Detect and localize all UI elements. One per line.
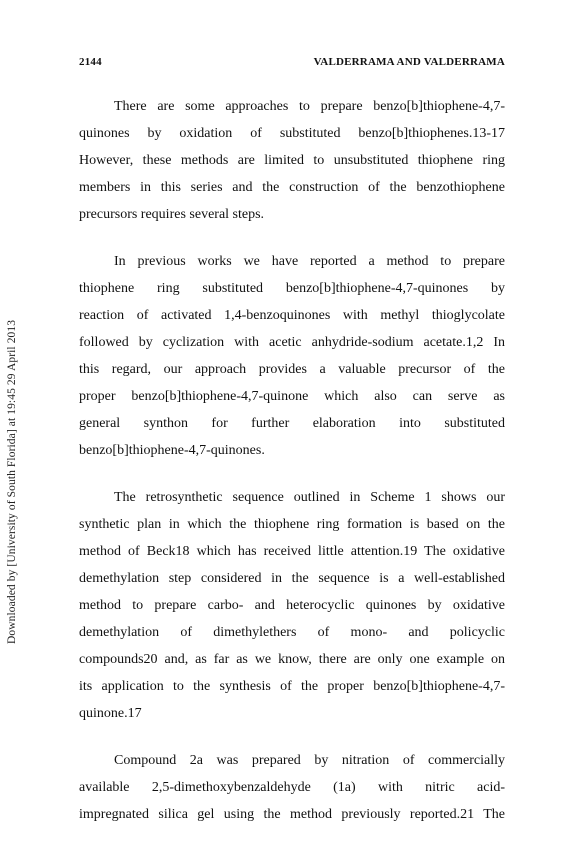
text-line: quinone.17 (79, 706, 142, 721)
text-line: There are some approaches to prepare benzo[b]thiophene-4,7- (114, 99, 505, 114)
text-line: this regard, our approach provides a valuable precursor of the (79, 362, 505, 377)
text-line: Compound 2a was prepared by nitration of commercially (114, 753, 505, 768)
text-line: followed by cyclization with acetic anhydride-sodium acetate.1,2 In (79, 335, 505, 350)
text-line: demethylation of dimethylethers of mono- and policyclic (79, 625, 505, 640)
text-line: method to prepare carbo- and heterocyclic quinones by oxidative (79, 598, 505, 613)
paragraph-4 (79, 747, 505, 828)
text-line: demethylation step considered in the sequence is a well-established (79, 571, 505, 586)
text-line: benzo[b]thiophene-4,7-quinones. (79, 443, 265, 458)
text-line: proper benzo[b]thiophene-4,7-quinone which also can serve as (79, 389, 505, 404)
text-line: available 2,5-dimethoxybenzaldehyde (1a) with nitric acid- (79, 780, 505, 795)
text-line: impregnated silica gel using the method previously reported.21 The (79, 807, 505, 822)
text-line: However, these methods are limited to unsubstituted thiophene ring (79, 153, 505, 168)
page-header (79, 56, 505, 72)
body-text (79, 93, 505, 848)
text-line: method of Beck18 which has received little attention.19 The oxidative (79, 544, 505, 559)
text-line: In previous works we have reported a method to prepare (114, 254, 505, 269)
text-line: precursors requires several steps. (79, 207, 265, 222)
text-line: reaction of activated 1,4-benzoquinones with methyl thioglycolate (79, 308, 505, 323)
text-line: its application to the synthesis of the proper benzo[b]thiophene-4,7- (79, 679, 505, 694)
text-line: members in this series and the construction of the benzothiophene (79, 180, 505, 195)
page-number: 2144 (79, 56, 102, 68)
running-head: VALDERRAMA AND VALDERRAMA (313, 56, 505, 68)
paragraph-1 (79, 93, 505, 228)
text-line: compounds20 and, as far as we know, there are only one example on (79, 652, 505, 667)
text-line: general synthon for further elaboration into substituted (79, 416, 505, 431)
paragraph-3 (79, 484, 505, 727)
download-watermark: Downloaded by [University of South Florida] at 19:45 29 April 2013 (6, 319, 18, 644)
text-line: The retrosynthetic sequence outlined in Scheme 1 shows our (114, 490, 505, 505)
text-line: synthetic plan in which the thiophene ring formation is based on the (79, 517, 505, 532)
text-line: thiophene ring substituted benzo[b]thiophene-4,7-quinones by (79, 281, 505, 296)
text-line: quinones by oxidation of substituted benzo[b]thiophenes.13-17 (79, 126, 505, 141)
paragraph-2 (79, 248, 505, 464)
